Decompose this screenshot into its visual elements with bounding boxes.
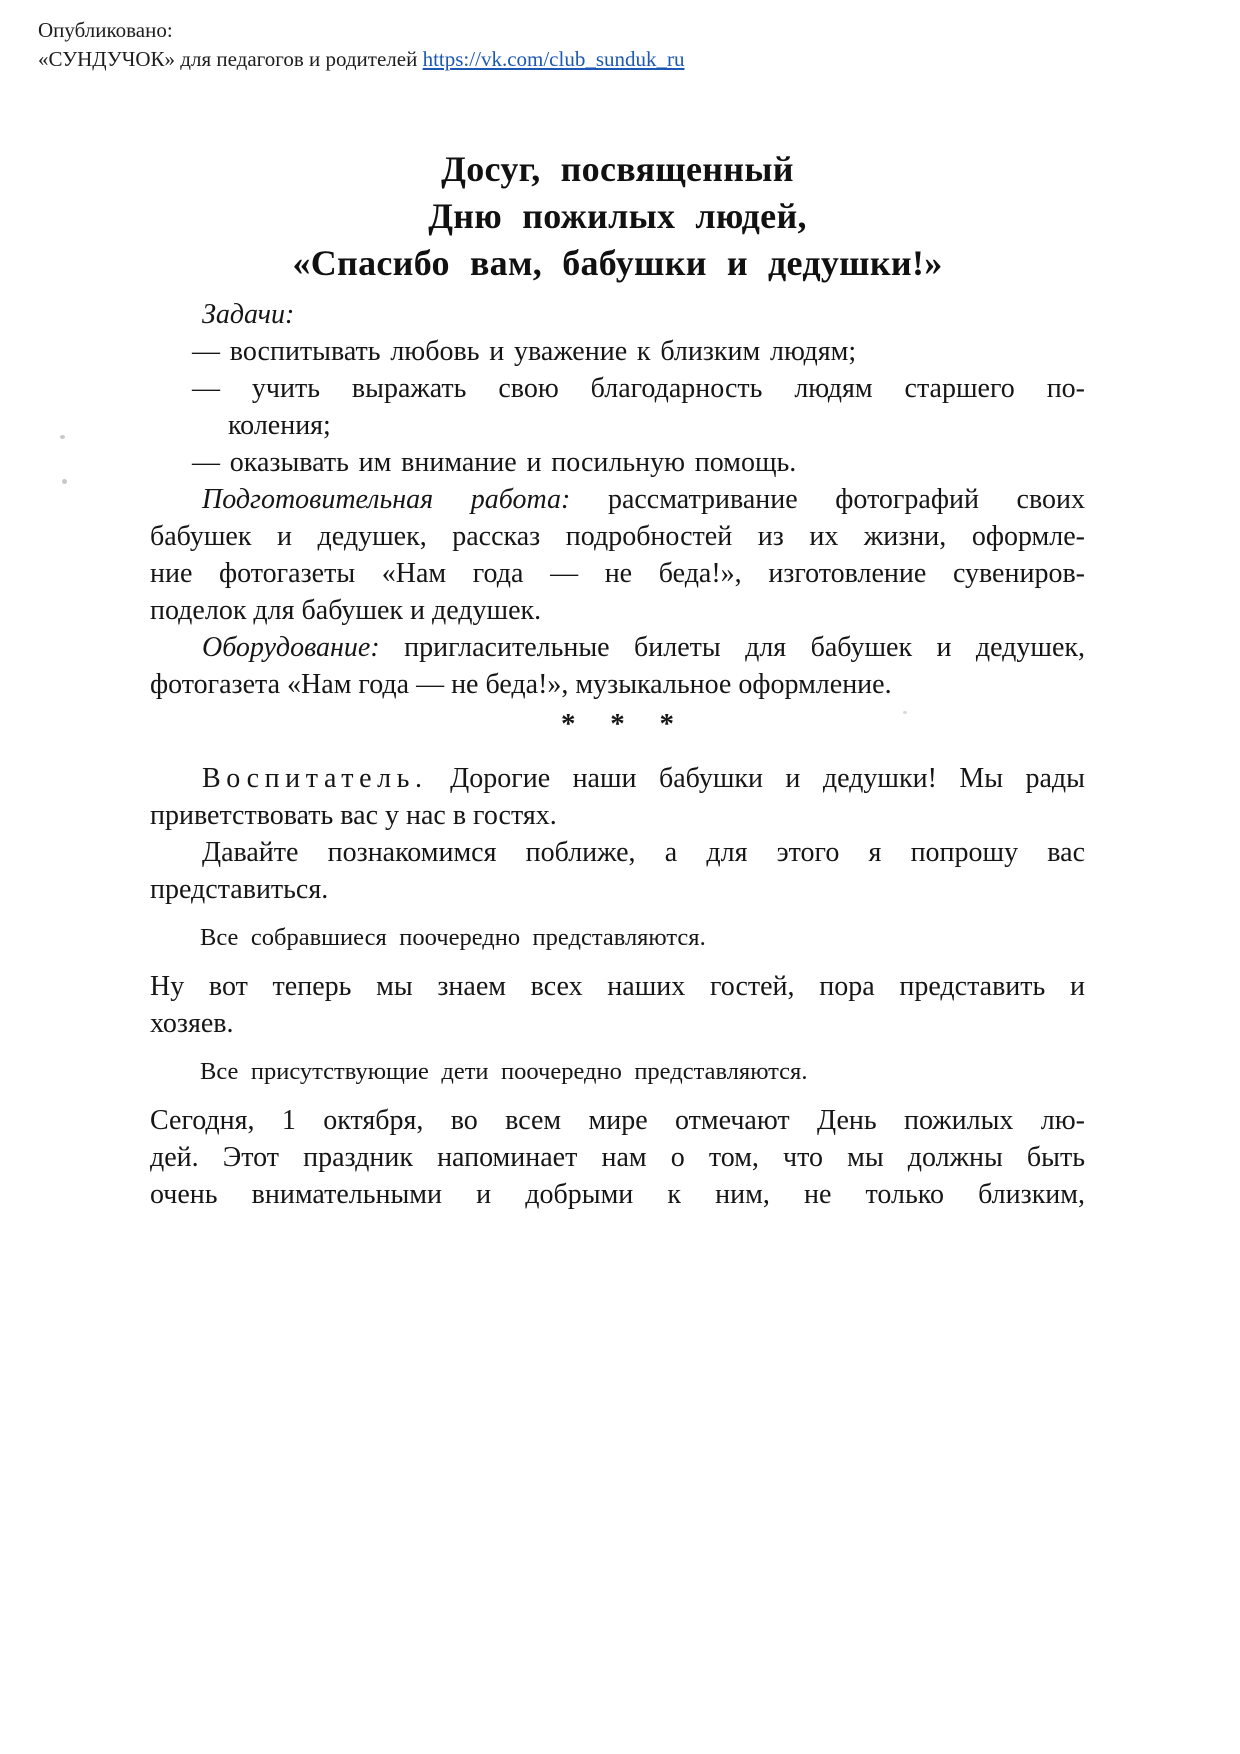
scan-speck <box>60 435 65 439</box>
document-body <box>150 296 1085 1213</box>
teacher-role-label: Воспитатель. <box>202 763 428 794</box>
paragraph-4-line-3: очень внимательными и добрыми к ним, не только близким, <box>150 1179 1085 1210</box>
equipment-line-1 <box>150 629 1085 666</box>
equipment-line-2: фотогазета «Нам года — не беда!», музыкальное оформление. <box>150 669 892 700</box>
scan-speck <box>62 479 67 484</box>
task-item-3: — оказывать им внимание и посильную помощь. <box>192 447 797 478</box>
preparation-line-2: бабушек и дедушек, рассказ подробностей из их жизни, оформле- <box>150 521 1085 552</box>
paragraph-4-line-1: Сегодня, 1 октября, во всем мире отмечают День пожилых лю- <box>150 1105 1085 1136</box>
title-line-3: «Спасибо вам, бабушки и дедушки!» <box>292 243 943 283</box>
title-line-1: Досуг, посвященный <box>441 149 794 189</box>
teacher-speech-line-1 <box>150 760 1085 797</box>
document-title <box>150 146 1085 287</box>
tasks-heading: Задачи: <box>202 299 295 330</box>
stage-direction-1: Все собравшиеся поочередно представляются. <box>200 924 706 951</box>
preparation-line-4: поделок для бабушек и дедушек. <box>150 595 542 626</box>
published-label: Опубликовано: <box>38 18 173 42</box>
title-line-2: Дню пожилых людей, <box>428 196 807 236</box>
equipment-text-1: пригласительные билеты для бабушек и дедушек, <box>404 632 1086 663</box>
stage-direction-2: Все присутствующие дети поочередно представляются. <box>200 1058 808 1085</box>
teacher-speech-text-1: Дорогие наши бабушки и дедушки! Мы рады <box>450 763 1085 794</box>
paragraph-2-line-1: Давайте познакомимся поближе, а для этого я попрошу вас <box>202 837 1085 868</box>
task-item-2-line-1: — учить выражать свою благодарность людям старшего по- <box>192 373 1085 404</box>
paragraph-3-line-1: Ну вот теперь мы знаем всех наших гостей, пора представить и <box>150 971 1085 1002</box>
task-item-1: — воспитывать любовь и уважение к близким людям; <box>192 336 857 367</box>
paragraph-4-line-2: дей. Этот праздник напоминает нам о том, что мы должны быть <box>150 1142 1085 1173</box>
publication-header <box>38 16 685 74</box>
equipment-label: Оборудование: <box>202 632 380 663</box>
vk-club-link[interactable]: https://vk.com/club_sunduk_ru <box>422 47 685 71</box>
task-item-2-line-2: коления; <box>228 410 331 441</box>
preparation-line-1 <box>150 481 1085 518</box>
source-line <box>38 45 685 74</box>
teacher-speech-line-2: приветствовать вас у нас в гостях. <box>150 800 557 831</box>
paragraph-2-line-2: представиться. <box>150 874 329 905</box>
preparation-text-1: рассматривание фотографий своих <box>607 484 1085 515</box>
preparation-label: Подготовительная работа: <box>202 484 571 515</box>
preparation-line-3: ние фотогазеты «Нам года — не беда!», изготовление сувениров- <box>150 558 1085 589</box>
scan-speck <box>903 711 907 714</box>
paragraph-3-line-2: хозяев. <box>150 1008 234 1039</box>
asterisk-separator: * * * <box>560 708 675 740</box>
source-text: «СУНДУЧОК» для педагогов и родителей <box>38 47 418 71</box>
